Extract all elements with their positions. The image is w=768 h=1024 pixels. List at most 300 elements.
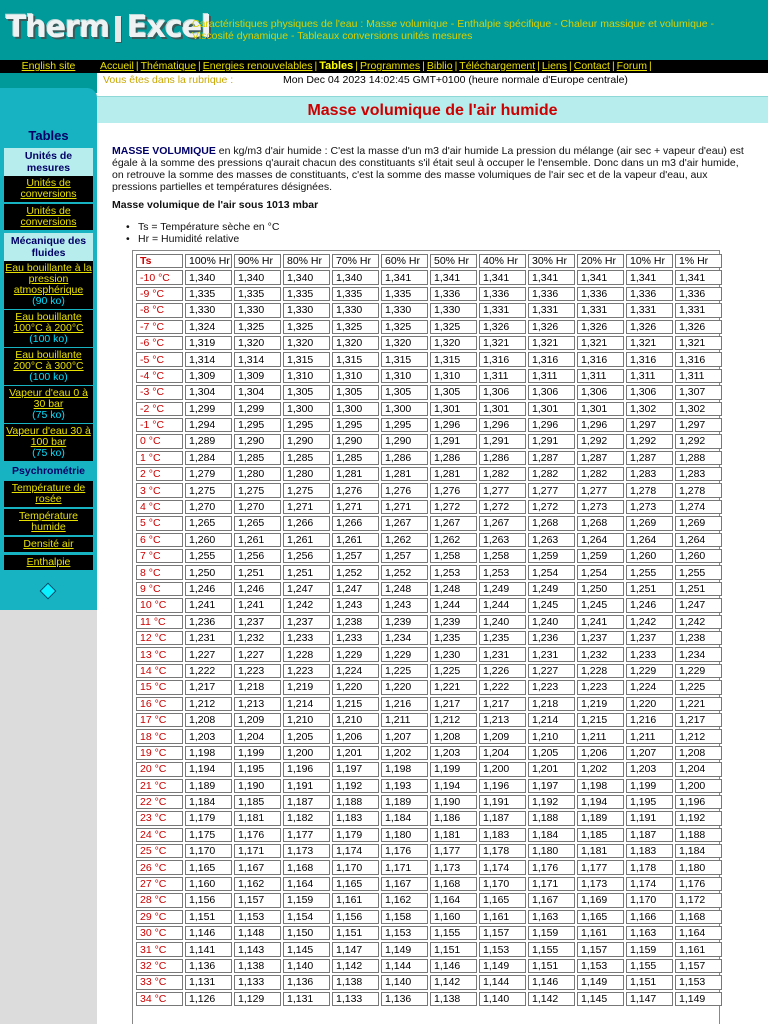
density-cell: 1,314: [234, 352, 281, 366]
density-cell: 1,341: [430, 270, 477, 284]
density-cell: 1,222: [479, 680, 526, 694]
table-row: [136, 615, 722, 629]
density-cell: 1,210: [332, 713, 379, 727]
density-cell: 1,306: [577, 385, 624, 399]
density-cell: 1,191: [626, 811, 673, 825]
temperature-cell: 26 °C: [136, 860, 183, 874]
nav-item-liens[interactable]: Liens: [541, 60, 568, 72]
sidebar-link-units-1[interactable]: [4, 176, 93, 202]
density-cell: 1,267: [381, 516, 428, 530]
temperature-cell: -2 °C: [136, 402, 183, 416]
table-row: [136, 942, 722, 956]
table-row: [136, 451, 722, 465]
density-cell: 1,320: [332, 336, 379, 350]
density-cell: 1,215: [577, 713, 624, 727]
density-cell: 1,274: [675, 500, 722, 514]
density-cell: 1,136: [381, 992, 428, 1006]
nav-item-th-matique[interactable]: Thématique: [140, 60, 197, 72]
density-cell: 1,169: [577, 893, 624, 907]
density-cell: 1,164: [675, 926, 722, 940]
density-cell: 1,194: [185, 762, 232, 776]
table-row: [136, 926, 722, 940]
density-cell: 1,204: [234, 729, 281, 743]
density-cell: 1,239: [430, 615, 477, 629]
density-cell: 1,195: [234, 762, 281, 776]
density-cell: 1,281: [332, 467, 379, 481]
density-cell: 1,188: [332, 795, 379, 809]
column-header: 30% Hr: [528, 254, 575, 268]
density-cell: 1,301: [430, 402, 477, 416]
density-cell: 1,241: [577, 615, 624, 629]
density-cell: 1,149: [675, 992, 722, 1006]
density-cell: 1,157: [479, 926, 526, 940]
density-cell: 1,219: [283, 680, 330, 694]
density-cell: 1,184: [381, 811, 428, 825]
density-cell: 1,163: [626, 926, 673, 940]
density-cell: 1,206: [332, 729, 379, 743]
density-cell: 1,189: [381, 795, 428, 809]
density-cell: 1,234: [675, 647, 722, 661]
density-cell: 1,183: [626, 844, 673, 858]
density-cell: 1,255: [675, 565, 722, 579]
sidebar-link-fluid-5[interactable]: [4, 424, 93, 461]
density-cell: 1,176: [381, 844, 428, 858]
density-cell: 1,223: [234, 664, 281, 678]
density-cell: 1,248: [381, 582, 428, 596]
density-cell: 1,220: [332, 680, 379, 694]
density-cell: 1,229: [626, 664, 673, 678]
density-cell: 1,238: [675, 631, 722, 645]
table-row: [136, 565, 722, 579]
density-cell: 1,295: [283, 418, 330, 432]
temperature-cell: 16 °C: [136, 697, 183, 711]
density-cell: 1,335: [234, 287, 281, 301]
temperature-cell: 6 °C: [136, 533, 183, 547]
density-cell: 1,310: [430, 369, 477, 383]
density-cell: 1,244: [479, 598, 526, 612]
density-cell: 1,260: [185, 533, 232, 547]
density-cell: 1,229: [332, 647, 379, 661]
table-row: [136, 877, 722, 891]
density-cell: 1,165: [479, 893, 526, 907]
density-cell: 1,159: [626, 942, 673, 956]
density-cell: 1,341: [675, 270, 722, 284]
table-row: [136, 860, 722, 874]
density-cell: 1,194: [430, 779, 477, 793]
density-cell: 1,311: [528, 369, 575, 383]
density-cell: 1,295: [381, 418, 428, 432]
density-cell: 1,221: [675, 697, 722, 711]
temperature-cell: 25 °C: [136, 844, 183, 858]
density-cell: 1,286: [381, 451, 428, 465]
sidebar-link-fluid-4[interactable]: [4, 386, 93, 423]
density-cell: 1,186: [430, 811, 477, 825]
density-cell: 1,300: [283, 402, 330, 416]
density-cell: 1,316: [626, 352, 673, 366]
density-cell: 1,144: [381, 959, 428, 973]
density-cell: 1,254: [528, 565, 575, 579]
density-cell: 1,244: [430, 598, 477, 612]
density-cell: 1,180: [528, 844, 575, 858]
sidebar-link-wet-bulb[interactable]: [4, 509, 93, 535]
density-cell: 1,167: [528, 893, 575, 907]
density-cell: 1,157: [577, 942, 624, 956]
sidebar-link-fluid-1[interactable]: [4, 261, 93, 309]
density-cell: 1,238: [332, 615, 379, 629]
density-cell: 1,304: [185, 385, 232, 399]
table-header-row: [136, 254, 722, 268]
density-cell: 1,296: [479, 418, 526, 432]
table-row: [136, 893, 722, 907]
density-cell: 1,193: [381, 779, 428, 793]
density-cell: 1,173: [283, 844, 330, 858]
density-cell: 1,316: [479, 352, 526, 366]
temperature-cell: 30 °C: [136, 926, 183, 940]
density-cell: 1,258: [479, 549, 526, 563]
density-cell: 1,245: [528, 598, 575, 612]
density-cell: 1,330: [283, 303, 330, 317]
density-cell: 1,330: [381, 303, 428, 317]
density-cell: 1,240: [528, 615, 575, 629]
link-label: Eau bouillante à la pression atmosphérique: [5, 262, 92, 296]
density-cell: 1,253: [430, 565, 477, 579]
temperature-cell: 0 °C: [136, 434, 183, 448]
table-row: [136, 762, 722, 776]
table-row: [136, 729, 722, 743]
density-cell: 1,178: [479, 844, 526, 858]
density-cell: 1,271: [381, 500, 428, 514]
density-cell: 1,242: [283, 598, 330, 612]
density-cell: 1,200: [283, 746, 330, 760]
density-cell: 1,147: [626, 992, 673, 1006]
sidebar-link-dew-point[interactable]: [4, 481, 93, 507]
density-cell: 1,191: [283, 779, 330, 793]
density-cell: 1,292: [577, 434, 624, 448]
column-header: 100% Hr: [185, 254, 232, 268]
density-cell: 1,331: [479, 303, 526, 317]
density-cell: 1,310: [283, 369, 330, 383]
density-cell: 1,242: [626, 615, 673, 629]
density-cell: 1,250: [577, 582, 624, 596]
legend-bullet-ts: • Ts = Température sèche en °C: [138, 221, 279, 233]
table-row: [136, 336, 722, 350]
nav-item-energies-renouvelables[interactable]: Energies renouvelables: [202, 60, 313, 72]
link-label: Vapeur d'eau 0 à 30 bar: [9, 387, 88, 410]
sidebar-link-fluid-3[interactable]: [4, 348, 93, 385]
intro-paragraph: [112, 145, 750, 193]
density-cell: 1,243: [332, 598, 379, 612]
table-row: [136, 631, 722, 645]
density-cell: 1,205: [283, 729, 330, 743]
density-cell: 1,174: [626, 877, 673, 891]
density-cell: 1,146: [528, 975, 575, 989]
temperature-cell: -5 °C: [136, 352, 183, 366]
nav-item-accueil[interactable]: Accueil: [100, 60, 134, 72]
density-cell: 1,265: [234, 516, 281, 530]
density-cell: 1,171: [381, 860, 428, 874]
density-cell: 1,326: [528, 320, 575, 334]
density-cell: 1,281: [430, 467, 477, 481]
density-cell: 1,153: [577, 959, 624, 973]
density-cell: 1,277: [479, 483, 526, 497]
temperature-cell: 24 °C: [136, 828, 183, 842]
density-cell: 1,276: [430, 483, 477, 497]
nav-item-contact[interactable]: Contact: [573, 60, 610, 72]
density-cell: 1,183: [479, 828, 526, 842]
density-cell: 1,202: [381, 746, 428, 760]
density-cell: 1,336: [675, 287, 722, 301]
density-cell: 1,184: [528, 828, 575, 842]
density-cell: 1,181: [430, 828, 477, 842]
density-cell: 1,269: [675, 516, 722, 530]
temperature-cell: 18 °C: [136, 729, 183, 743]
english-site-link[interactable]: English site: [0, 60, 97, 73]
density-cell: 1,177: [430, 844, 477, 858]
density-cell: 1,131: [185, 975, 232, 989]
nav-item-biblio[interactable]: Biblio: [426, 60, 453, 72]
density-cell: 1,305: [283, 385, 330, 399]
density-cell: 1,241: [234, 598, 281, 612]
density-cell: 1,181: [577, 844, 624, 858]
column-header: 1% Hr: [675, 254, 722, 268]
density-cell: 1,212: [430, 713, 477, 727]
density-cell: 1,321: [675, 336, 722, 350]
density-cell: 1,174: [332, 844, 379, 858]
density-cell: 1,173: [430, 860, 477, 874]
sidebar-link-air-density[interactable]: [4, 537, 93, 552]
column-header: 20% Hr: [577, 254, 624, 268]
density-cell: 1,203: [430, 746, 477, 760]
temperature-cell: 1 °C: [136, 451, 183, 465]
density-cell: 1,336: [479, 287, 526, 301]
density-cell: 1,325: [234, 320, 281, 334]
density-cell: 1,233: [626, 647, 673, 661]
density-cell: 1,325: [283, 320, 330, 334]
density-cell: 1,311: [626, 369, 673, 383]
density-cell: 1,180: [675, 860, 722, 874]
density-cell: 1,290: [234, 434, 281, 448]
density-cell: 1,231: [528, 647, 575, 661]
density-cell: 1,279: [185, 467, 232, 481]
density-cell: 1,281: [381, 467, 428, 481]
density-cell: 1,252: [332, 565, 379, 579]
temperature-cell: 20 °C: [136, 762, 183, 776]
temperature-cell: -9 °C: [136, 287, 183, 301]
legend-bullet-hr: • Hr = Humidité relative: [138, 233, 239, 245]
density-cell: 1,341: [381, 270, 428, 284]
density-cell: 1,195: [626, 795, 673, 809]
column-header: Ts: [136, 254, 183, 268]
site-logo[interactable]: [6, 8, 211, 48]
density-cell: 1,321: [577, 336, 624, 350]
density-cell: 1,183: [332, 811, 379, 825]
sidebar-link-enthalpy[interactable]: [4, 555, 93, 570]
density-cell: 1,325: [430, 320, 477, 334]
density-cell: 1,231: [479, 647, 526, 661]
density-cell: 1,309: [185, 369, 232, 383]
density-cell: 1,149: [577, 975, 624, 989]
density-cell: 1,179: [185, 811, 232, 825]
temperature-cell: -10 °C: [136, 270, 183, 284]
nav-item-tables[interactable]: Tables: [319, 60, 354, 72]
density-cell: 1,187: [626, 828, 673, 842]
density-cell: 1,331: [528, 303, 575, 317]
density-cell: 1,251: [626, 582, 673, 596]
density-cell: 1,217: [430, 697, 477, 711]
density-cell: 1,175: [185, 828, 232, 842]
density-cell: 1,257: [381, 549, 428, 563]
density-cell: 1,165: [332, 877, 379, 891]
table-row: [136, 647, 722, 661]
table-row: [136, 549, 722, 563]
table-row: [136, 598, 722, 612]
density-cell: 1,141: [185, 942, 232, 956]
density-cell: 1,261: [234, 533, 281, 547]
temperature-cell: 9 °C: [136, 582, 183, 596]
density-cell: 1,261: [332, 533, 379, 547]
density-cell: 1,302: [675, 402, 722, 416]
density-cell: 1,217: [185, 680, 232, 694]
table-row: [136, 828, 722, 842]
density-cell: 1,252: [381, 565, 428, 579]
density-cell: 1,200: [479, 762, 526, 776]
density-cell: 1,216: [626, 713, 673, 727]
density-cell: 1,296: [430, 418, 477, 432]
temperature-cell: 33 °C: [136, 975, 183, 989]
density-cell: 1,275: [185, 483, 232, 497]
table-row: [136, 959, 722, 973]
temperature-cell: 21 °C: [136, 779, 183, 793]
temperature-cell: 27 °C: [136, 877, 183, 891]
density-cell: 1,256: [234, 549, 281, 563]
density-cell: 1,196: [283, 762, 330, 776]
density-cell: 1,199: [234, 746, 281, 760]
density-cell: 1,325: [381, 320, 428, 334]
nav-separator: |: [422, 60, 425, 72]
density-cell: 1,220: [626, 697, 673, 711]
density-cell: 1,155: [626, 959, 673, 973]
density-cell: 1,251: [675, 582, 722, 596]
density-cell: 1,170: [185, 844, 232, 858]
density-cell: 1,234: [381, 631, 428, 645]
density-cell: 1,204: [675, 762, 722, 776]
density-cell: 1,253: [479, 565, 526, 579]
density-cell: 1,228: [283, 647, 330, 661]
density-cell: 1,267: [430, 516, 477, 530]
density-cell: 1,144: [479, 975, 526, 989]
density-cell: 1,164: [430, 893, 477, 907]
density-cell: 1,156: [185, 893, 232, 907]
density-cell: 1,306: [528, 385, 575, 399]
density-cell: 1,239: [381, 615, 428, 629]
density-cell: 1,267: [479, 516, 526, 530]
main-menu: [100, 60, 654, 73]
density-cell: 1,242: [675, 615, 722, 629]
density-cell: 1,165: [577, 910, 624, 924]
psychrometry-heading: Psychrométrie: [12, 465, 85, 477]
density-cell: 1,159: [283, 893, 330, 907]
logo-word: Therm: [6, 10, 110, 45]
density-cell: 1,271: [332, 500, 379, 514]
density-cell: 1,229: [675, 664, 722, 678]
density-cell: 1,199: [626, 779, 673, 793]
density-cell: 1,161: [332, 893, 379, 907]
density-cell: 1,341: [626, 270, 673, 284]
temperature-cell: -7 °C: [136, 320, 183, 334]
temperature-cell: 7 °C: [136, 549, 183, 563]
temperature-cell: 31 °C: [136, 942, 183, 956]
nav-item-forum[interactable]: Forum: [616, 60, 648, 72]
density-cell: 1,302: [626, 402, 673, 416]
density-cell: 1,330: [185, 303, 232, 317]
density-cell: 1,214: [528, 713, 575, 727]
temperature-cell: 13 °C: [136, 647, 183, 661]
density-cell: 1,335: [381, 287, 428, 301]
table-row: [136, 418, 722, 432]
temperature-cell: -8 °C: [136, 303, 183, 317]
density-cell: 1,320: [381, 336, 428, 350]
nav-item-programmes[interactable]: Programmes: [360, 60, 421, 72]
density-cell: 1,146: [430, 959, 477, 973]
density-cell: 1,145: [283, 942, 330, 956]
density-cell: 1,263: [479, 533, 526, 547]
density-cell: 1,162: [234, 877, 281, 891]
density-cell: 1,264: [577, 533, 624, 547]
logo-word: Excel: [127, 10, 211, 45]
density-cell: 1,142: [332, 959, 379, 973]
density-cell: 1,289: [185, 434, 232, 448]
density-cell: 1,171: [528, 877, 575, 891]
density-cell: 1,301: [577, 402, 624, 416]
file-size: (75 ko): [32, 447, 65, 459]
density-cell: 1,255: [626, 565, 673, 579]
sidebar-link-units-2[interactable]: [4, 204, 93, 230]
density-cell: 1,287: [626, 451, 673, 465]
density-cell: 1,223: [577, 680, 624, 694]
density-cell: 1,227: [528, 664, 575, 678]
nav-separator: |: [198, 60, 201, 72]
density-cell: 1,250: [185, 565, 232, 579]
density-cell: 1,259: [577, 549, 624, 563]
density-cell: 1,155: [430, 926, 477, 940]
link-label: Température humide: [19, 510, 78, 533]
table-row: [136, 664, 722, 678]
density-cell: 1,257: [332, 549, 379, 563]
density-cell: 1,194: [577, 795, 624, 809]
density-cell: 1,286: [430, 451, 477, 465]
nav-item-t-l-chargement[interactable]: Téléchargement: [459, 60, 536, 72]
nav-separator: |: [135, 60, 139, 72]
sidebar-link-fluid-2[interactable]: [4, 310, 93, 347]
nav-separator: |: [537, 60, 540, 72]
density-cell: 1,151: [626, 975, 673, 989]
density-cell: 1,326: [675, 320, 722, 334]
density-cell: 1,153: [479, 942, 526, 956]
density-cell: 1,196: [675, 795, 722, 809]
density-cell: 1,192: [332, 779, 379, 793]
density-cell: 1,166: [626, 910, 673, 924]
density-cell: 1,280: [234, 467, 281, 481]
density-cell: 1,341: [577, 270, 624, 284]
density-cell: 1,265: [185, 516, 232, 530]
density-cell: 1,299: [234, 402, 281, 416]
table-row: [136, 582, 722, 596]
units-heading: Unités de mesures: [4, 148, 93, 176]
table-row: [136, 369, 722, 383]
density-cell: 1,251: [234, 565, 281, 579]
density-cell: 1,241: [185, 598, 232, 612]
density-cell: 1,208: [185, 713, 232, 727]
